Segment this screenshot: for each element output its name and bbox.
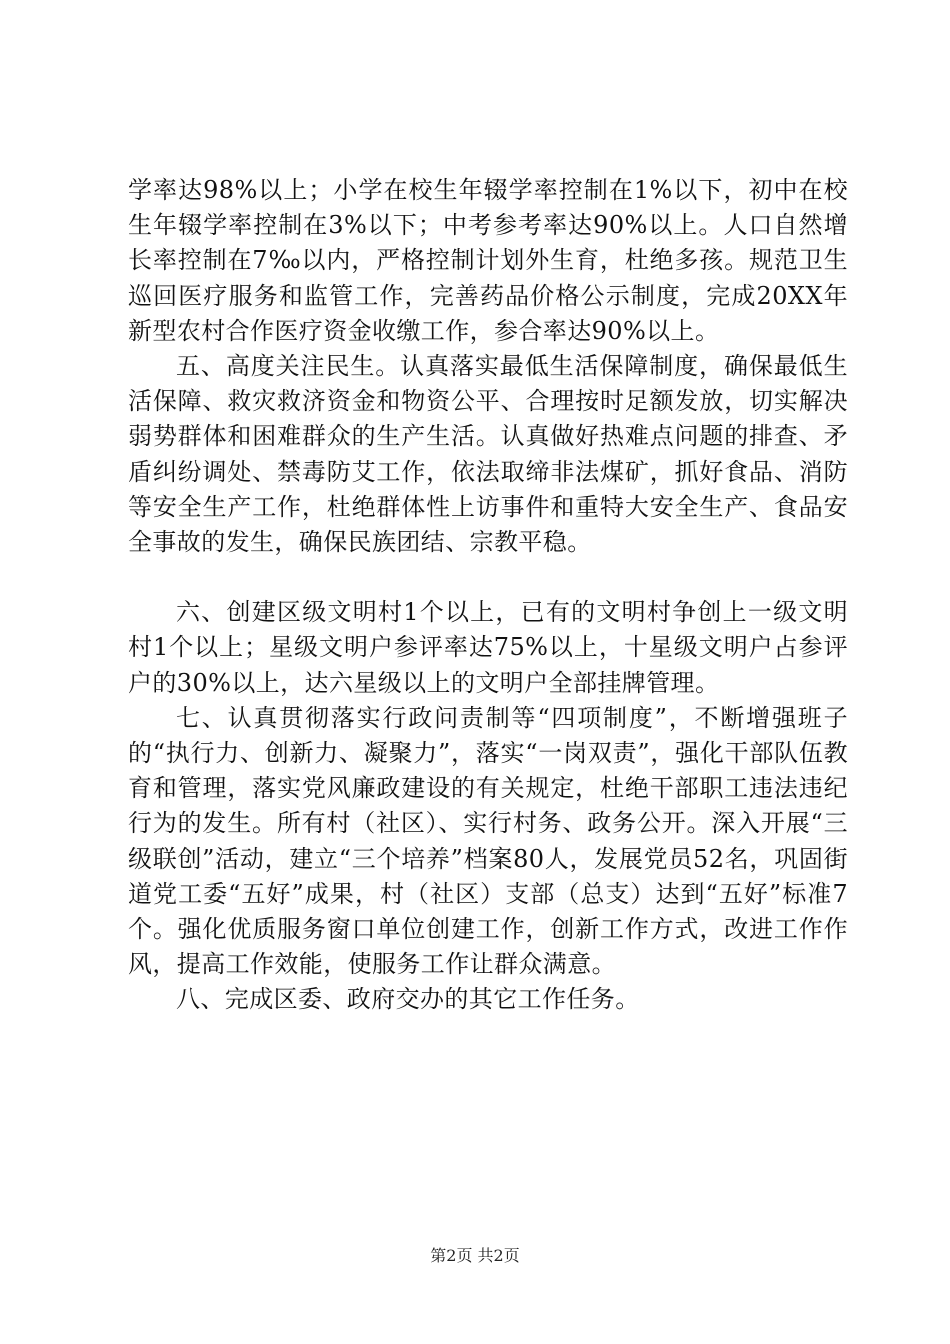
paragraph-item-8: 八、完成区委、政府交办的其它工作任务。 — [176, 985, 640, 1014]
paragraph-item-7: 七、认真贯彻落实行政问责制等“四项制度”，不断增强班子的“执行力、创新力、凝聚力”，落实“一岗双责”，强化干部队伍教育和管理，落实党风廉政建设的有关规定，杜绝干部职工违法违纪行为的发生。所有村（社区）、实行村务、政务公开。深入开展“三级联创”活动，建立“三个培养”档案80人，发展党员52名，巩固街道党工委“五好”成果，村（社区）支部（总支）达到“五好”标准7个。强化优质服务窗口单位创建工作，创新工作方式，改进工作作风，提高工作效能，使服务工作让群众满意。 — [128, 703, 848, 979]
document-body — [128, 173, 848, 1018]
paragraph-continuation: 学率达98%以上；小学在校生年辍学率控制在1%以下，初中在校生年辍学率控制在3%以下；中考参考率达90%以上。人口自然增长率控制在7‰以内，严格控制计划外生育，杜绝多孩。规范卫生巡回医疗服务和监管工作，完善药品价格公示制度，完成20XX年新型农村合作医疗资金收缴工作，参合率达90%以上。 — [128, 176, 848, 345]
paragraph-item-6: 六、创建区级文明村1个以上，已有的文明村争创上一级文明村1个以上；星级文明户参评率达75%以上，十星级文明户占参评户的30%以上，达六星级以上的文明户全部挂牌管理。 — [128, 598, 848, 697]
page-number-footer: 第2页 共2页 — [430, 1246, 520, 1265]
paragraph-item-5: 五、高度关注民生。认真落实最低生活保障制度，确保最低生活保障、救灾救济资金和物资公平、合理按时足额发放，切实解决弱势群体和困难群众的生产生活。认真做好热难点问题的排查、矛盾纠纷调处、禁毒防艾工作，依法取缔非法煤矿，抓好食品、消防等安全生产工作，杜绝群体性上访事件和重特大安全生产、食品安全事故的发生，确保民族团结、宗教平稳。 — [128, 352, 848, 557]
